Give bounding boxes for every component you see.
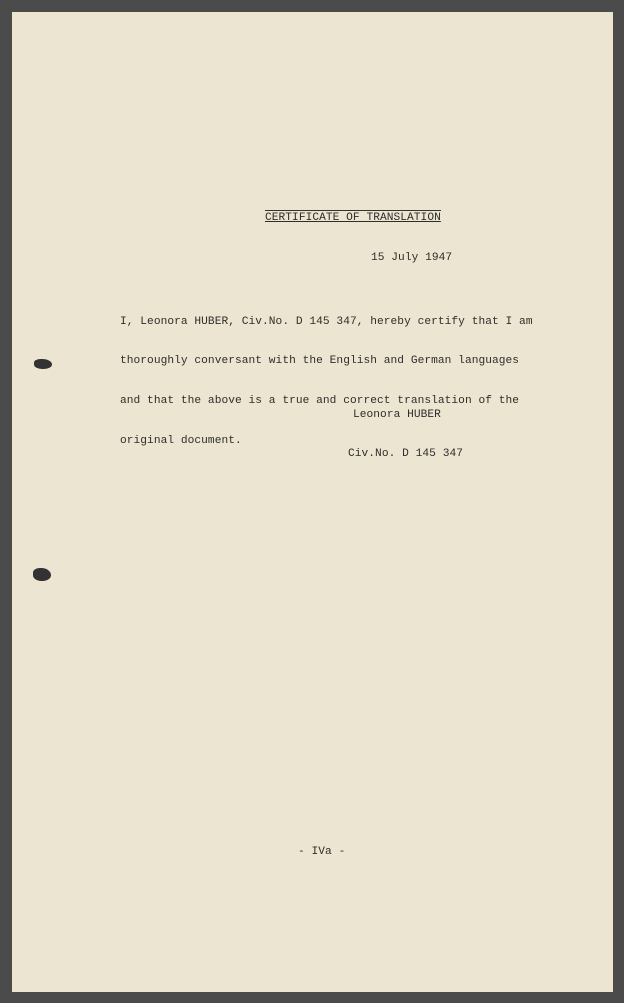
- page-number: - IVa -: [298, 846, 346, 858]
- signatory-name: Leonora HUBER: [353, 408, 441, 421]
- body-line: original document.: [120, 435, 242, 448]
- body-line: thoroughly conversant with the English and German languages: [120, 355, 520, 368]
- punch-hole-mark: [34, 359, 52, 369]
- document-title: CERTIFICATE OF TRANSLATION: [265, 212, 441, 224]
- body-line: and that the above is a true and correct translation of the: [120, 395, 520, 408]
- body-line: I, Leonora HUBER, Civ.No. D 145 347, hereby certify that I am: [120, 315, 533, 328]
- signatory-civ-no: Civ.No. D 145 347: [348, 448, 463, 461]
- certification-text: [120, 289, 533, 475]
- document-page: [12, 12, 613, 992]
- document-date: 15 July 1947: [371, 252, 453, 264]
- signature-block: [348, 382, 463, 488]
- punch-hole-mark: [33, 568, 51, 581]
